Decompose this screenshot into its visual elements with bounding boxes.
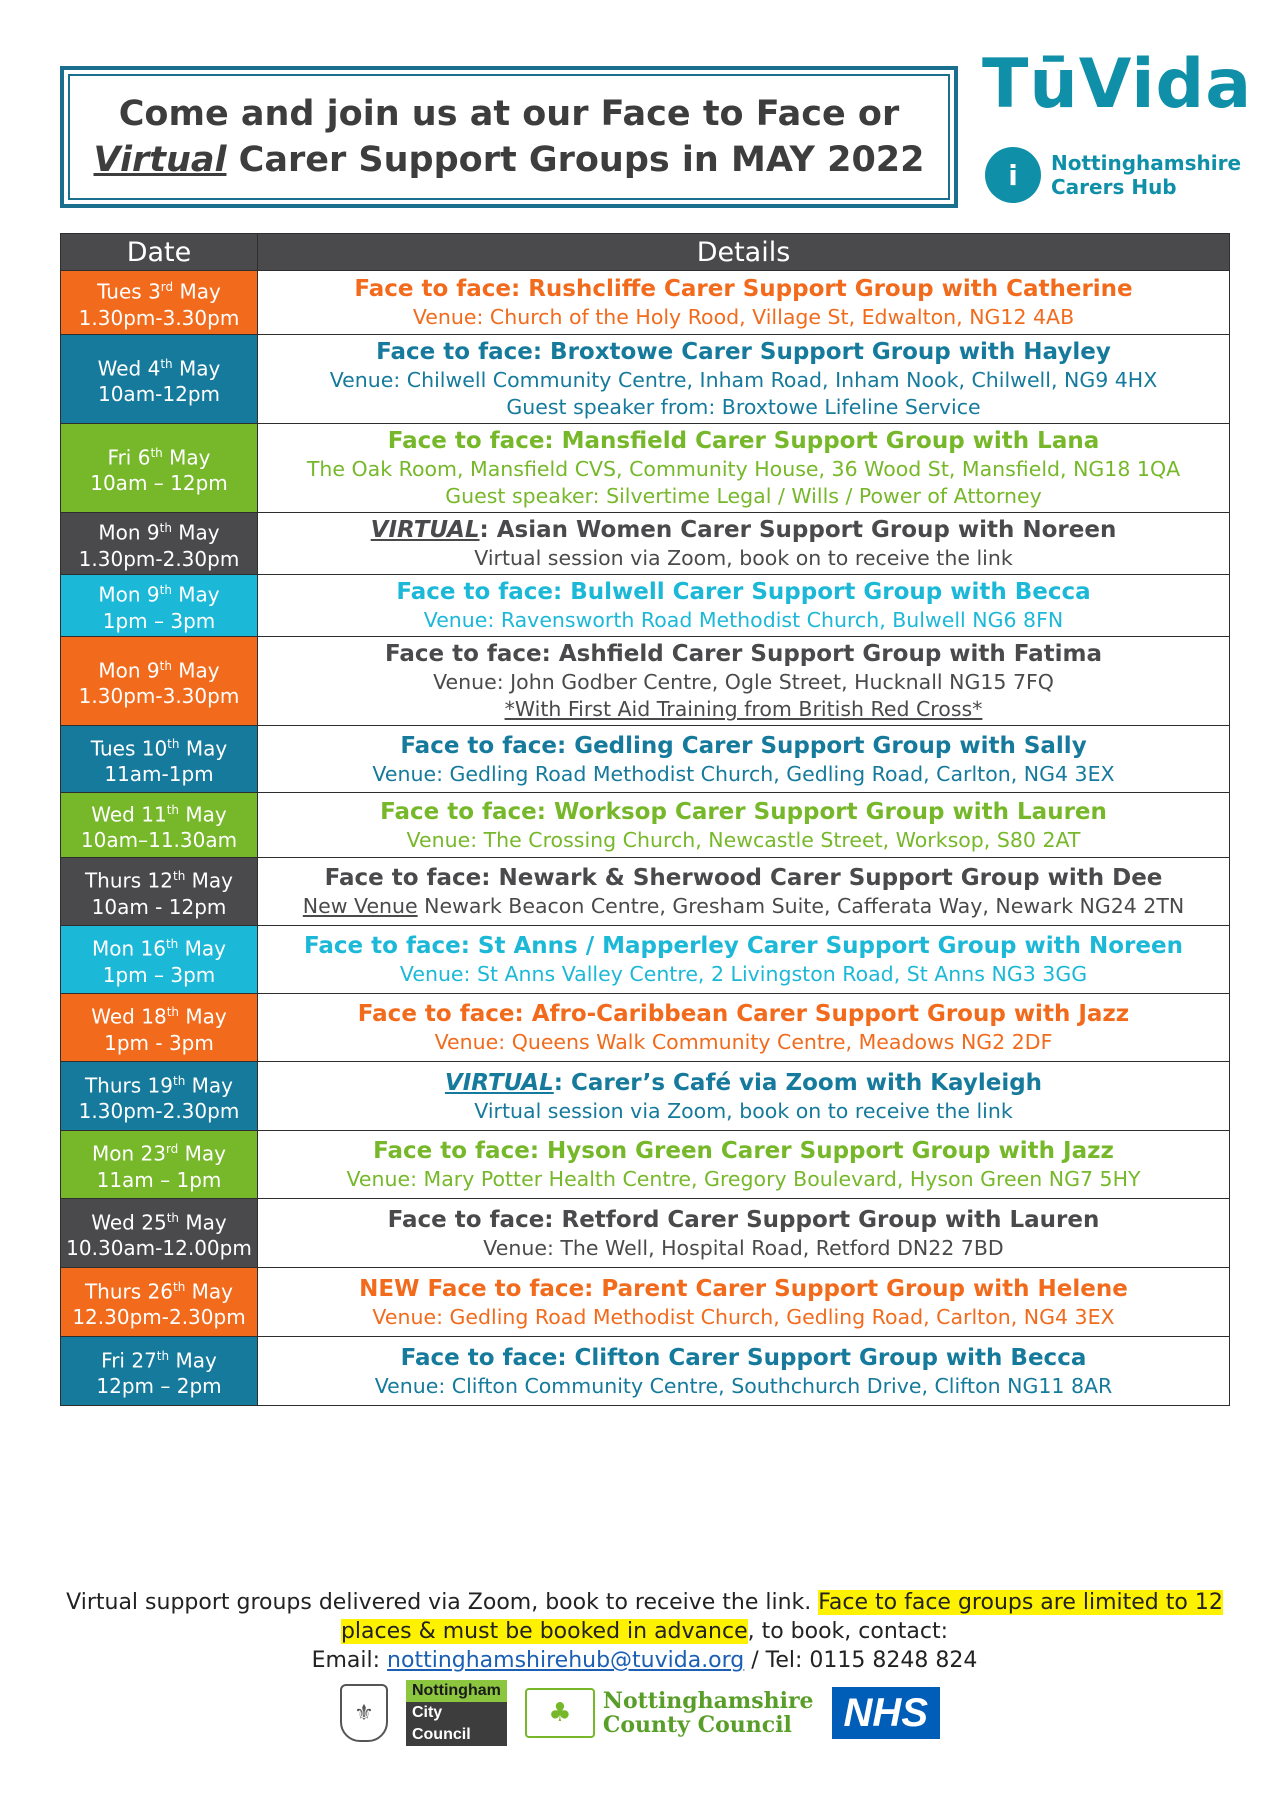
row-time: 10am-12pm <box>97 382 221 407</box>
row-time: 1.30pm-3.30pm <box>78 305 240 330</box>
row-details <box>258 1199 1230 1268</box>
footer-highlight: Face to face groups are limited to 12 places & must be booked in advance <box>340 1590 1223 1644</box>
row-details <box>258 513 1230 575</box>
schedule-table <box>60 233 1230 1406</box>
hub-line-1: Nottinghamshire <box>1051 151 1242 175</box>
row-details <box>258 1062 1230 1131</box>
county-tree-icon: ♣ <box>525 1688 595 1738</box>
row-date <box>61 1131 258 1199</box>
row-time: 1pm - 3pm <box>104 1030 214 1055</box>
event-title: Face to face: Clifton Carer Support Group with Becca <box>400 1344 1087 1371</box>
title-line-2 <box>93 137 924 183</box>
row-details <box>258 335 1230 424</box>
hub-line-2: Carers Hub <box>1051 175 1177 199</box>
event-detail-line: Venue: Church of the Holy Rood, Village St, Edwalton, NG12 4AB <box>412 305 1075 329</box>
row-date <box>61 575 258 637</box>
table-row <box>61 793 1230 858</box>
event-detail-line: The Oak Room, Mansfield CVS, Community House, 36 Wood St, Mansfield, NG18 1QA <box>306 457 1181 481</box>
event-detail-line: Virtual session via Zoom, book on to receive the link <box>474 1098 1013 1123</box>
event-detail-line: Venue: St Anns Valley Centre, 2 Livingston Road, St Anns NG3 3GG <box>399 962 1088 986</box>
row-details <box>258 424 1230 513</box>
row-time: 1.30pm-2.30pm <box>78 546 240 571</box>
table-row <box>61 1268 1230 1337</box>
row-day: Thurs 26th May <box>84 1279 234 1304</box>
row-details <box>258 858 1230 926</box>
event-title: Face to face: Bulwell Carer Support Group with Becca <box>396 579 1091 605</box>
table-body <box>61 271 1230 1406</box>
row-time: 10am - 12pm <box>91 894 227 919</box>
row-day: Fri 27th May <box>101 1348 217 1373</box>
row-day: Fri 6th May <box>107 445 211 470</box>
row-details <box>258 637 1230 726</box>
event-detail-line: Venue: Clifton Community Centre, Southchurch Drive, Clifton NG11 8AR <box>374 1373 1113 1398</box>
table-row <box>61 1062 1230 1131</box>
row-date <box>61 926 258 994</box>
table-row <box>61 926 1230 994</box>
partner-logos <box>340 1680 940 1746</box>
row-day: Mon 9th May <box>98 658 220 683</box>
row-details <box>258 926 1230 994</box>
new-venue-label: New Venue <box>302 894 418 918</box>
row-details <box>258 1131 1230 1199</box>
telephone: / Tel: 0115 8248 824 <box>744 1648 978 1673</box>
event-title: Face to face: Worksop Carer Support Group with Lauren <box>380 798 1107 825</box>
carers-hub-icon: i <box>985 147 1041 203</box>
row-details <box>258 793 1230 858</box>
event-detail-line: Venue: Queens Walk Community Centre, Meadows NG2 2DF <box>434 1030 1053 1054</box>
row-date <box>61 994 258 1062</box>
row-day: Wed 4th May <box>97 356 221 381</box>
event-detail-line: Venue: John Godber Centre, Ogle Street, Hucknall NG15 7FQ <box>433 670 1054 694</box>
event-detail-line: Venue: Gedling Road Methodist Church, Gedling Road, Carlton, NG4 3EX <box>372 1304 1115 1329</box>
table-row <box>61 424 1230 513</box>
row-details <box>258 726 1230 793</box>
row-day: Tues 3rd May <box>97 279 221 304</box>
event-title: VIRTUAL: Asian Women Carer Support Group with Noreen <box>370 517 1117 543</box>
row-date <box>61 726 258 793</box>
event-detail-line: Venue: Gedling Road Methodist Church, Gedling Road, Carlton, NG4 3EX <box>372 761 1115 786</box>
event-title: Face to face: Rushcliffe Carer Support Group with Catherine <box>354 276 1133 302</box>
row-date <box>61 1337 258 1406</box>
table-row <box>61 1337 1230 1406</box>
event-title: Face to face: Retford Carer Support Group with Lauren <box>387 1206 1100 1233</box>
page-title <box>68 74 950 200</box>
footer-text-2: , to book, contact: <box>747 1619 949 1644</box>
row-time: 10am–11.30am <box>80 828 238 853</box>
row-time: 10am – 12pm <box>90 471 228 496</box>
event-detail-line: Venue: The Well, Hospital Road, Retford DN22 7BD <box>483 1235 1004 1260</box>
row-details <box>258 1268 1230 1337</box>
event-detail-line: Venue: Ravensworth Road Methodist Church, Bulwell NG6 8FN <box>423 608 1064 632</box>
row-day: Thurs 12th May <box>84 868 234 893</box>
table-row <box>61 858 1230 926</box>
table-row <box>61 575 1230 637</box>
footer-note <box>60 1588 1229 1675</box>
title-box <box>60 66 958 208</box>
row-time: 10.30am-12.00pm <box>66 1236 252 1261</box>
row-day: Mon 16th May <box>91 936 226 961</box>
event-title: NEW Face to face: Parent Carer Support Group with Helene <box>359 1275 1128 1302</box>
nottingham-city-council-logo: Nottingham City Council <box>406 1680 507 1746</box>
row-day: Mon 9th May <box>98 582 220 607</box>
row-date <box>61 271 258 335</box>
row-time: 11am – 1pm <box>96 1167 222 1192</box>
row-details <box>258 271 1230 335</box>
event-title: VIRTUAL: Carer’s Café via Zoom with Kayleigh <box>444 1069 1043 1096</box>
event-title: Face to face: St Anns / Mapperley Carer Support Group with Noreen <box>304 933 1183 959</box>
title-virtual-word: Virtual <box>93 140 227 180</box>
row-time: 1.30pm-3.30pm <box>78 684 240 709</box>
event-detail-line: Venue: The Crossing Church, Newcastle Street, Worksop, S80 2AT <box>406 827 1081 852</box>
footer-text-1: Virtual support groups delivered via Zoom, book to receive the link. <box>66 1590 819 1615</box>
nottinghamshire-county-council-logo: ♣ Nottinghamshire County Council <box>525 1688 814 1738</box>
virtual-tag: VIRTUAL <box>444 1069 554 1096</box>
row-date <box>61 637 258 726</box>
event-note: *With First Aid Training from British Red Cross* <box>504 697 983 721</box>
row-time: 11am-1pm <box>104 762 214 787</box>
row-time: 1pm – 3pm <box>102 962 216 987</box>
row-day: Tues 10th May <box>90 736 228 761</box>
table-row <box>61 1131 1230 1199</box>
event-detail-line: Venue: Chilwell Community Centre, Inham Road, Inham Nook, Chilwell, NG9 4HX <box>329 368 1158 392</box>
tuvida-logo: TūVida <box>982 45 1253 124</box>
row-day: Wed 18th May <box>91 1004 227 1029</box>
event-title: Face to face: Newark & Sherwood Carer Support Group with Dee <box>324 865 1163 891</box>
event-title: Face to face: Hyson Green Carer Support Group with Jazz <box>373 1138 1114 1164</box>
row-day: Mon 23rd May <box>91 1141 227 1166</box>
row-time: 12.30pm-2.30pm <box>72 1305 246 1330</box>
event-title: Face to face: Ashfield Carer Support Group with Fatima <box>384 641 1103 667</box>
row-date <box>61 335 258 424</box>
event-title: Face to face: Afro-Caribbean Carer Support Group with Jazz <box>357 1001 1130 1027</box>
row-date <box>61 1268 258 1337</box>
row-date <box>61 513 258 575</box>
row-details <box>258 575 1230 637</box>
city-crest-icon: ⚜ <box>340 1684 388 1742</box>
row-date <box>61 793 258 858</box>
event-detail-line: New Venue Newark Beacon Centre, Gresham Suite, Cafferata Way, Newark NG24 2TN <box>302 894 1185 918</box>
event-detail-line: Guest speaker: Silvertime Legal / Wills / Power of Attorney <box>445 484 1042 508</box>
row-day: Wed 25th May <box>91 1210 227 1235</box>
table-row <box>61 513 1230 575</box>
virtual-tag: VIRTUAL <box>370 517 480 543</box>
row-details <box>258 994 1230 1062</box>
column-header-date: Date <box>61 234 258 271</box>
row-day: Thurs 19th May <box>84 1073 234 1098</box>
row-day: Wed 11th May <box>91 802 227 827</box>
row-day: Mon 9th May <box>98 520 220 545</box>
table-row <box>61 726 1230 793</box>
title-line-2-rest: Carer Support Groups in MAY 2022 <box>226 140 925 180</box>
row-date <box>61 424 258 513</box>
event-title: Face to face: Mansfield Carer Support Group with Lana <box>387 428 1100 454</box>
table-row <box>61 637 1230 726</box>
event-title: Face to face: Gedling Carer Support Group with Sally <box>400 732 1087 759</box>
row-date <box>61 1062 258 1131</box>
title-line-1: Come and join us at our Face to Face or <box>118 94 900 134</box>
row-time: 12pm – 2pm <box>96 1374 222 1399</box>
email-link[interactable]: nottinghamshirehub@tuvida.org <box>387 1648 745 1673</box>
row-details <box>258 1337 1230 1406</box>
row-date <box>61 858 258 926</box>
table-row <box>61 335 1230 424</box>
row-time: 1.30pm-2.30pm <box>78 1099 240 1124</box>
table-row <box>61 994 1230 1062</box>
event-detail-line: Guest speaker from: Broxtowe Lifeline Service <box>506 395 981 419</box>
column-header-details: Details <box>258 234 1230 271</box>
email-label: Email: <box>311 1648 388 1673</box>
event-detail-line: Venue: Mary Potter Health Centre, Gregory Boulevard, Hyson Green NG7 5HY <box>346 1167 1141 1191</box>
row-time: 1pm – 3pm <box>102 608 216 633</box>
table-header-row <box>61 234 1230 271</box>
event-title: Face to face: Broxtowe Carer Support Group with Hayley <box>376 339 1111 365</box>
table-row <box>61 271 1230 335</box>
table-row <box>61 1199 1230 1268</box>
nhs-logo: NHS <box>832 1687 940 1739</box>
carers-hub-logo <box>985 142 1242 208</box>
row-date <box>61 1199 258 1268</box>
event-detail-line: Virtual session via Zoom, book on to receive the link <box>474 546 1013 570</box>
